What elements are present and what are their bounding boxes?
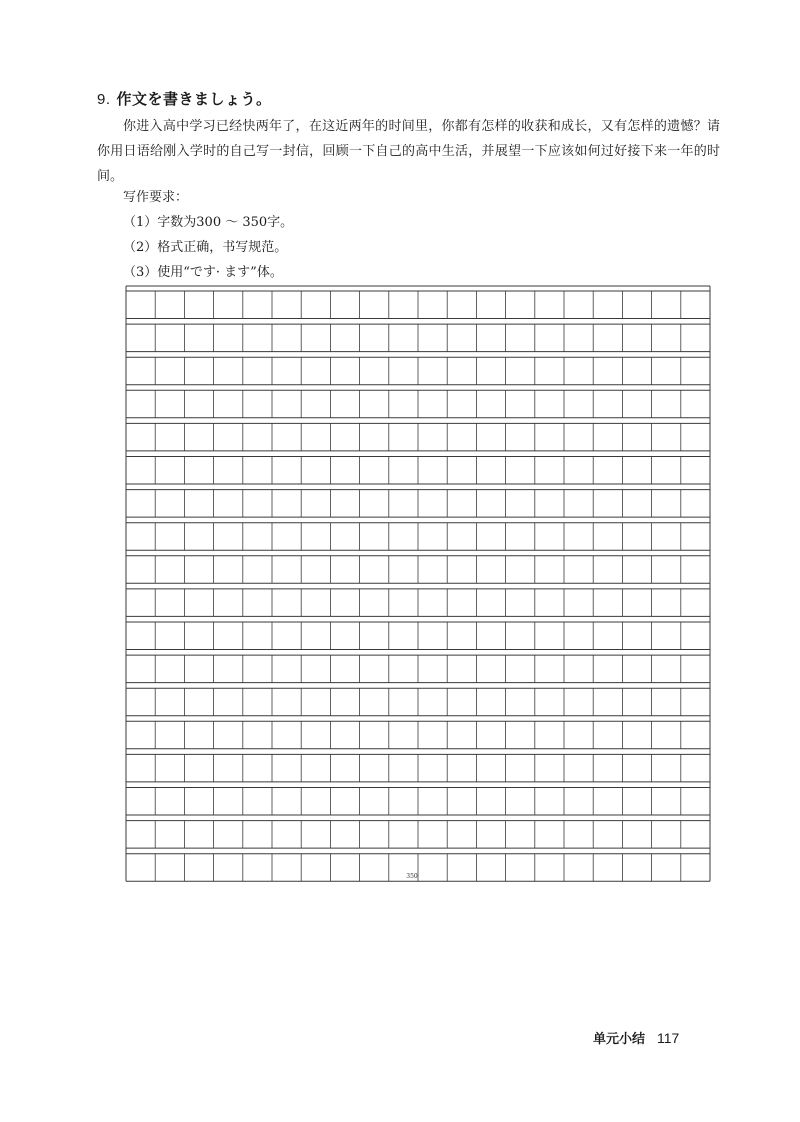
writing-grid-lines [126,286,710,881]
question-number: 9. [97,91,111,108]
essay-prompt: 你进入高中学习已经快两年了，在这近两年的时间里，你都有怎样的收获和成长，又有怎样的遗憾？请你用日语给刚入学时的自己写一封信，回顾一下自己的高中生活，并展望一下应该如何过好接下来一年的时间。 [97,119,720,184]
question-title: 作文を書きましょう。 [116,90,272,108]
requirement-item-2: （2）格式正确，书写规范。 [123,240,288,255]
page-number: 117 [657,1030,680,1046]
requirement-item-3: （3）使用“です· ます”体。 [123,265,283,280]
character-count-marker: 350 [406,873,418,880]
page-footer [593,1028,679,1047]
requirement-item-1: （1）字数为300 ～ 350字。 [123,215,294,230]
unit-label: 单元小结 [593,1032,646,1047]
requirements-heading: 写作要求： [123,190,189,205]
